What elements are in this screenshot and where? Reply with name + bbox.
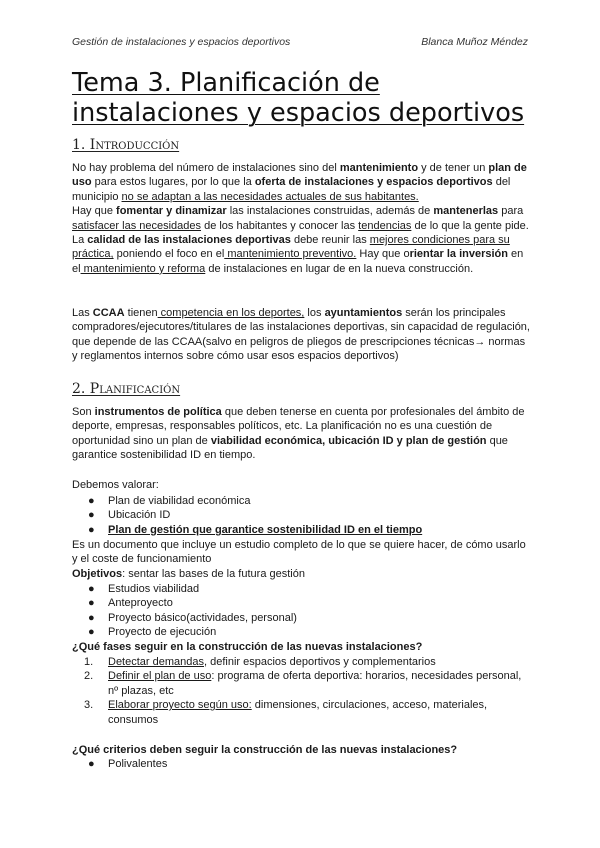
list-item: ● Polivalentes — [88, 758, 168, 770]
document-description: Es un documento que incluye un estudio completo de lo que se quiere hacer, de cómo usarlo y el coste de funcionamiento — [72, 539, 526, 566]
list-item: ● Ubicación ID — [88, 509, 171, 522]
objetivos-list — [72, 582, 532, 640]
list-item: 1. Detectar demandas, definir espacios deportivos y complementarios — [84, 656, 436, 668]
valorar-label: Debemos valorar: — [72, 479, 159, 491]
list-item: ● Plan de viabilidad económica — [88, 495, 251, 507]
list-item: ● Proyecto de ejecución — [88, 626, 217, 639]
bullet-icon: ● — [88, 758, 95, 770]
fases-list — [72, 655, 532, 727]
criterios-list — [72, 757, 532, 771]
list-item: ● Proyecto básico(actividades, personal) — [88, 611, 297, 624]
header-author: Blanca Muñoz Méndez — [421, 36, 528, 48]
bullet-icon: ● — [88, 583, 95, 595]
question-fases: ¿Qué fases seguir en la construcción de las nuevas instalaciones? — [72, 641, 423, 653]
list-item: 2. Definir el plan de uso: programa de oferta deportiva: horarios, necesidades personal, nº plazas, etc — [84, 670, 522, 697]
section-heading-introduccion: 1. Introducción — [72, 137, 180, 153]
bullet-icon: ● — [88, 523, 95, 536]
planning-paragraph-1: Son instrumentos de política que deben tenerse en cuenta por profesionales del ámbito de deporte, empresas, responsables políticos, etc. La planificación no es una cuestión de oportunidad sino un plan de viabilidad económica, ubicación ID y plan de gestión que garantice sostenibilidad ID en tiempo. — [72, 406, 525, 462]
list-item: 3. Elaborar proyecto según uso: dimensiones, circulaciones, acceso, materiales, consumos — [84, 699, 488, 726]
bullet-icon: ● — [88, 597, 95, 610]
intro-paragraph-ccaa: Las CCAA tienen competencia en los deportes, los ayuntamientos serán los principales compradores/ejecutores/titulares de las instalaciones deportivas, sin capacidad de regulación, que depende de las CCAA(salvo en peligros de pliegos de prescripciones técnicas→ normas y reglamentos internos sobre cómo usar esos espacios deportivos) — [72, 307, 530, 363]
section-heading-planificacion: 2. Planificación — [72, 381, 181, 397]
question-criterios: ¿Qué criterios deben seguir la construcción de las nuevas instalaciones? — [72, 744, 458, 756]
valorar-list — [72, 494, 532, 537]
bullet-icon: ● — [88, 626, 95, 639]
header-course: Gestión de instalaciones y espacios deportivos — [72, 36, 291, 48]
bullet-icon: ● — [88, 495, 95, 507]
list-item: ● Estudios viabilidad — [88, 583, 200, 595]
intro-paragraph-1: No hay problema del número de instalaciones sino del mantenimiento y de tener un plan de uso para estos lugares, por lo que la oferta de instalaciones y espacios deportivos del municipio no se adaptan a las necesidades actuales de sus habitantes. Hay que fomentar y dinamizar las instalaciones construidas, además de mantenerlas para satisfacer las necesidades de los habitantes y conocer las tendencias de lo que la gente pide. La calidad de las instalaciones deportivas debe reunir las mejores condiciones para su práctica, poniendo el foco en el mantenimiento preventivo. Hay que orientar la inversión en el mantenimiento y reforma de instalaciones en lugar de en la nueva construcción. — [72, 162, 529, 275]
bullet-icon: ● — [88, 611, 95, 624]
page-title: Tema 3. Planificación de instalaciones y espacios deportivos — [72, 68, 525, 128]
list-item: ● Plan de gestión que garantice sostenibilidad ID en el tiempo — [88, 523, 423, 536]
list-item: ● Anteproyecto — [88, 597, 173, 610]
bullet-icon: ● — [88, 509, 95, 522]
objetivos-line: Objetivos: sentar las bases de la futura gestión — [72, 568, 305, 580]
